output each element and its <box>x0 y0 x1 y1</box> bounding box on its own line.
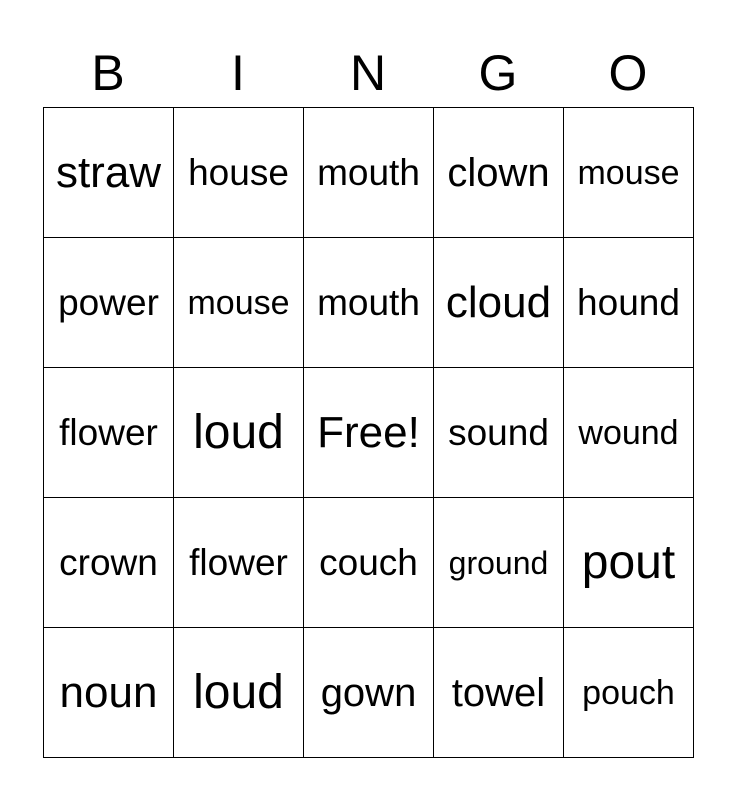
bingo-cell[interactable]: mouth <box>304 108 434 238</box>
bingo-cell[interactable]: hound <box>564 238 694 368</box>
bingo-cell[interactable]: pout <box>564 498 694 628</box>
bingo-cell[interactable]: house <box>174 108 304 238</box>
bingo-free-space[interactable]: Free! <box>304 368 434 498</box>
bingo-cell[interactable]: cloud <box>434 238 564 368</box>
bingo-cell[interactable]: sound <box>434 368 564 498</box>
bingo-cell[interactable]: straw <box>44 108 174 238</box>
bingo-cell[interactable]: noun <box>44 628 174 758</box>
bingo-cell[interactable]: flower <box>174 498 304 628</box>
bingo-card-grid <box>43 107 694 758</box>
bingo-cell[interactable]: flower <box>44 368 174 498</box>
header-letter-n: N <box>349 45 387 101</box>
bingo-cell[interactable]: wound <box>564 368 694 498</box>
bingo-cell[interactable]: mouse <box>564 108 694 238</box>
bingo-cell[interactable]: pouch <box>564 628 694 758</box>
bingo-cell[interactable]: mouth <box>304 238 434 368</box>
bingo-cell[interactable]: ground <box>434 498 564 628</box>
header-letter-g: G <box>478 45 518 101</box>
header-letter-b: B <box>91 45 125 101</box>
bingo-cell[interactable]: clown <box>434 108 564 238</box>
bingo-cell[interactable]: crown <box>44 498 174 628</box>
header-letter-o: O <box>608 45 648 101</box>
bingo-cell[interactable]: loud <box>174 628 304 758</box>
bingo-cell[interactable]: mouse <box>174 238 304 368</box>
bingo-header <box>43 40 693 106</box>
bingo-cell[interactable]: couch <box>304 498 434 628</box>
bingo-cell[interactable]: gown <box>304 628 434 758</box>
bingo-cell[interactable]: power <box>44 238 174 368</box>
header-letter-i: I <box>231 45 245 101</box>
bingo-cell[interactable]: loud <box>174 368 304 498</box>
bingo-cell[interactable]: towel <box>434 628 564 758</box>
